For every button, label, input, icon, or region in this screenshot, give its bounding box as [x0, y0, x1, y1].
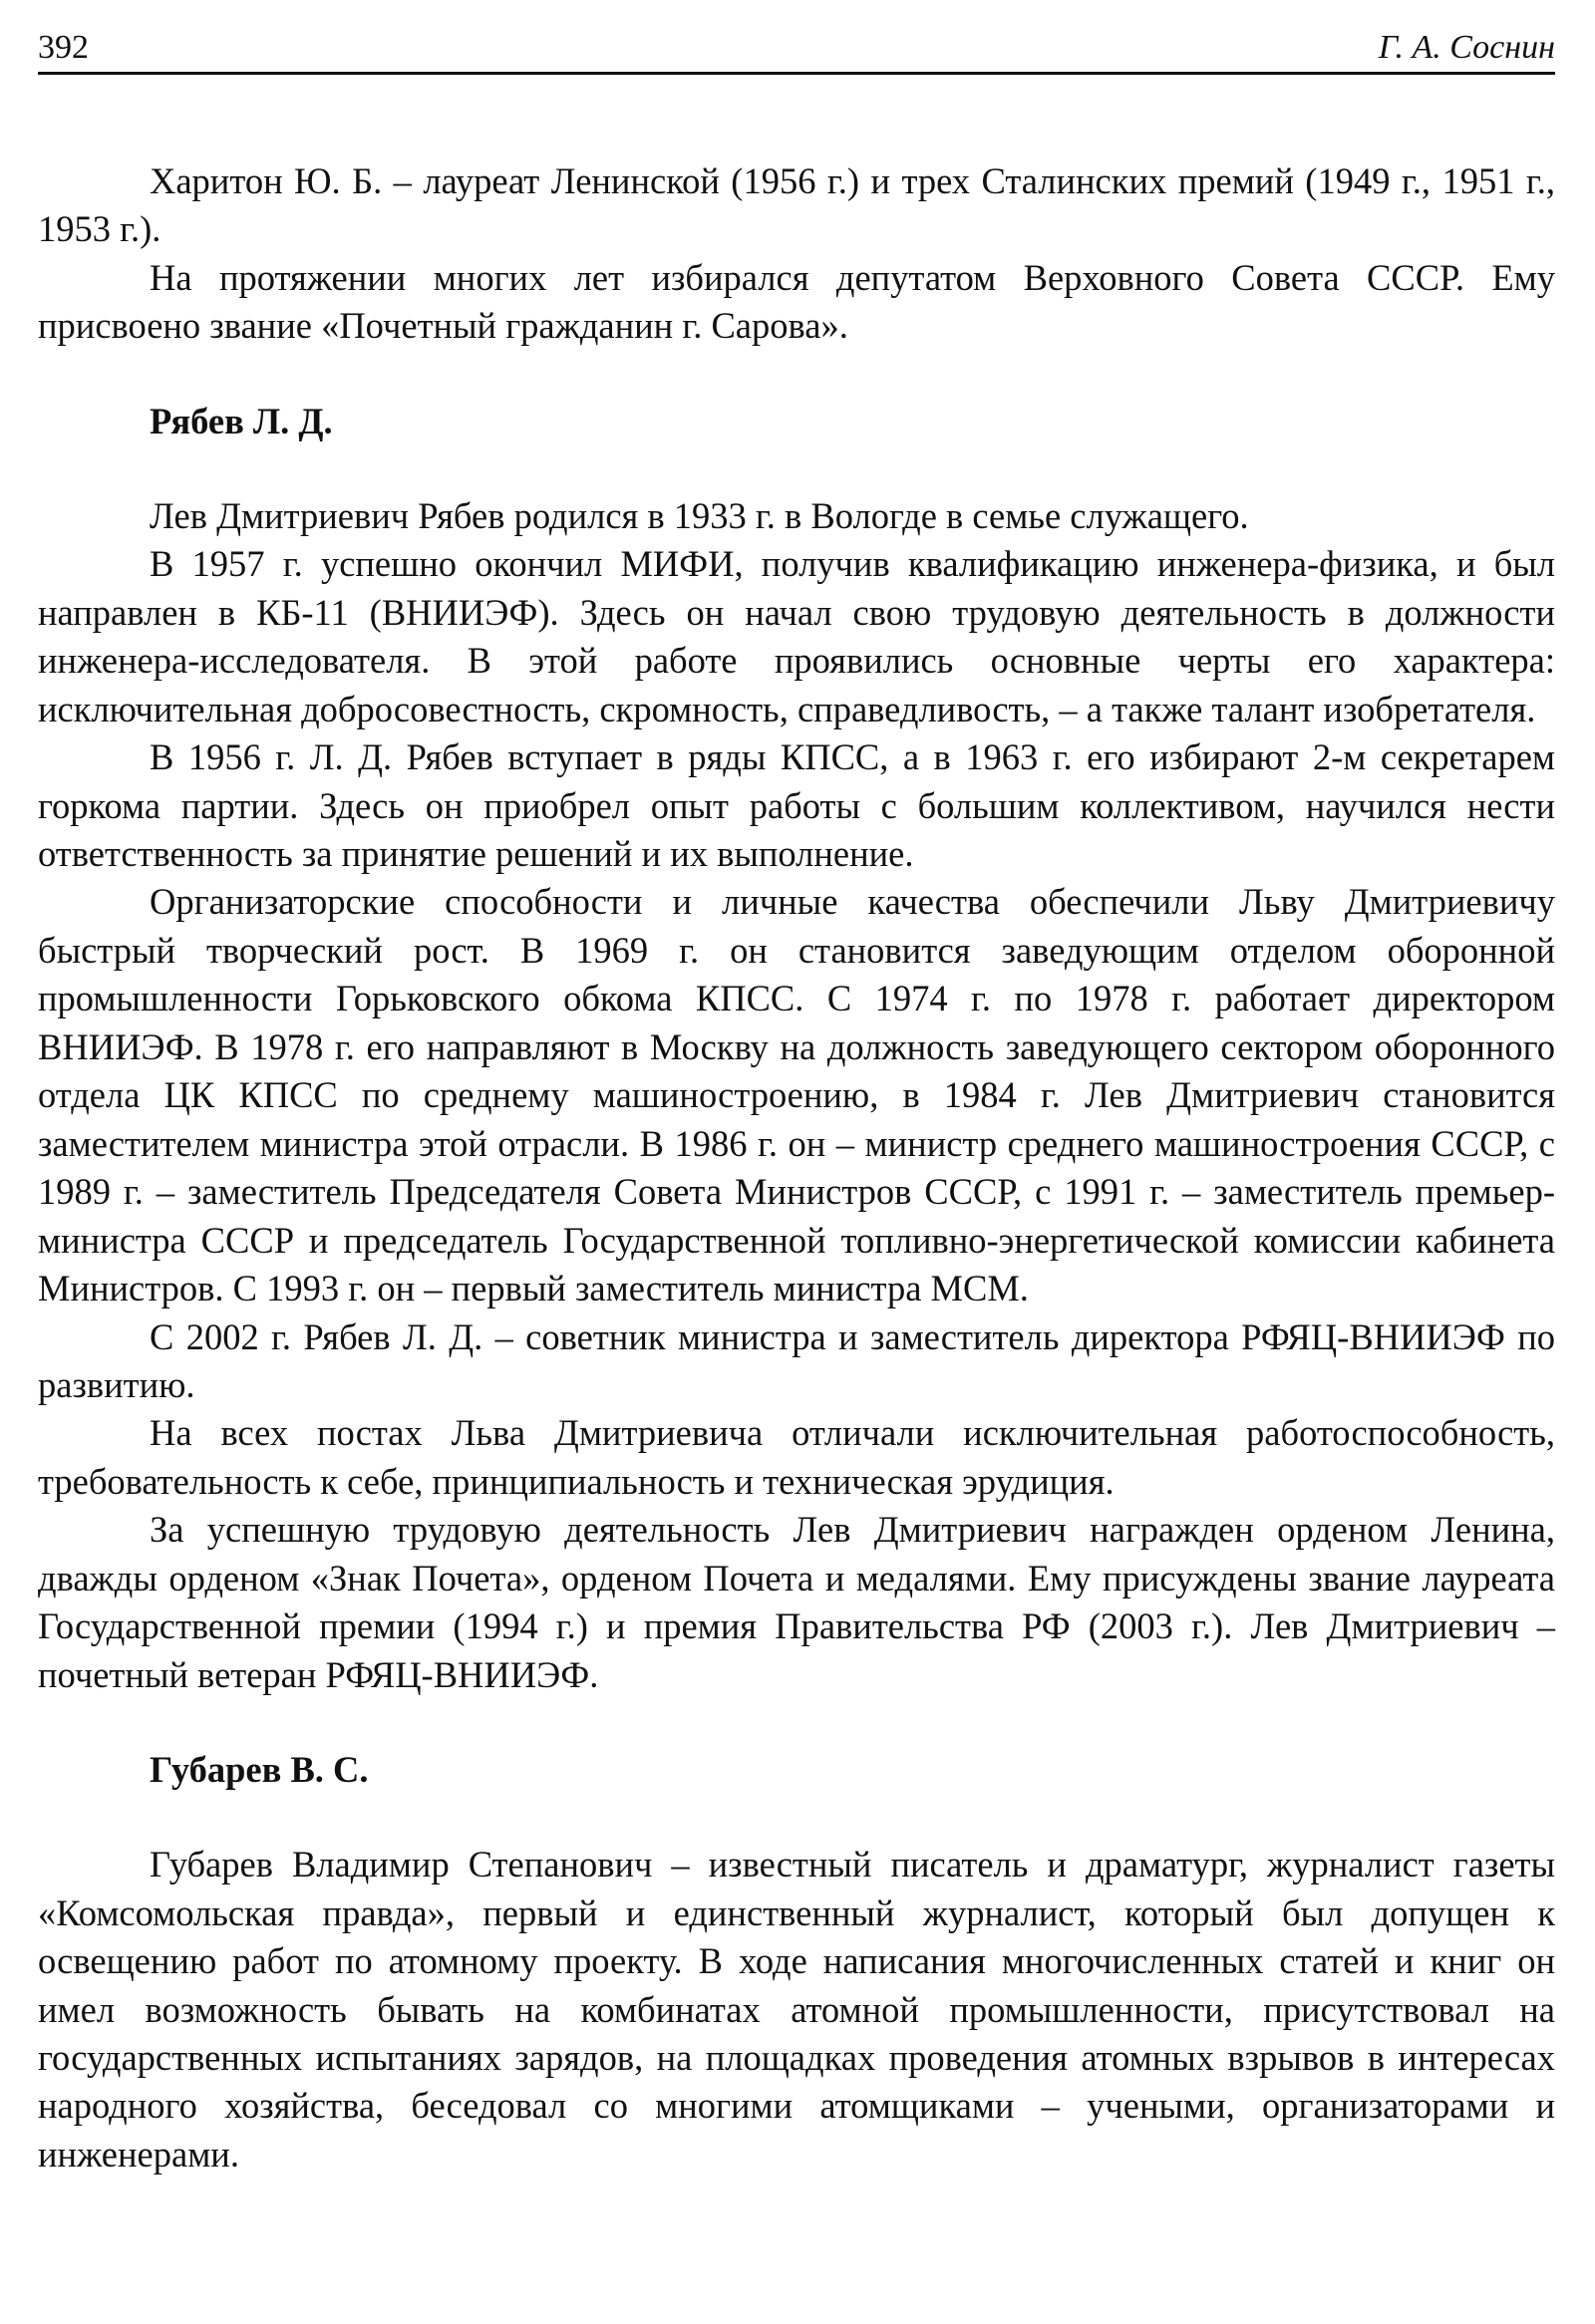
section-heading-gubarev: Губарев В. С.: [150, 1749, 369, 1791]
paragraph: Организаторские способности и личные качества обеспечили Льву Дмитриевичу быстрый творческий рост. В 1969 г. он становится заведующим отделом оборонной промышленности Горьковского обкома КПСС. С 1974 г. по 1978 г. работает директором ВНИИЭФ. В 1978 г. его направляют в Москву на должность заведующего сектором оборонного отдела ЦК КПСС по среднему машиностроению, в 1984 г. Лев Дмитриевич становится заместителем министра этой отрасли. В 1986 г. он – министр среднего машиностроения СССР, с 1989 г. – заместитель Председателя Совета Министров СССР, с 1991 г. – заместитель премьер-министра СССР и председатель Государственной топливно-энергетической комиссии кабинета Министров. С 1993 г. он – первый заместитель министра МСМ.: [38, 881, 1555, 1309]
section-heading-ryabev: Рябев Л. Д.: [150, 400, 333, 441]
paragraph: На всех постах Льва Дмитриевича отличали исключительная работоспособность, требовательность к себе, принципиальность и техническая эрудиция.: [38, 1412, 1555, 1502]
gubarev-section: [38, 1746, 1555, 2179]
page-header: [38, 22, 1555, 75]
paragraph: На протяжении многих лет избирался депутатом Верховного Совета СССР. Ему присвоено звание «Почетный гражданин г. Сарова».: [38, 256, 1555, 347]
paragraph: Лев Дмитриевич Рябев родился в 1933 г. в Вологде в семье служащего.: [150, 494, 1249, 536]
paragraph: Харитон Ю. Б. – лауреат Ленинской (1956 г.) и трех Сталинских премий (1949 г., 1951 г., 1953 г.).: [38, 160, 1555, 250]
page-body: [38, 75, 1555, 2179]
ryabev-section: [38, 398, 1555, 1699]
paragraph: За успешную трудовую деятельность Лев Дмитриевич награжден орденом Ленина, дважды орденом «Знак Почета», орденом Почета и медалями. Ему присуждены звание лауреата Государственной премии (1994 г.) и премия Правительства РФ (2003 г.). Лев Дмитриевич – почетный ветеран РФЯЦ-ВНИИЭФ.: [38, 1509, 1555, 1695]
paragraph: С 2002 г. Рябев Л. Д. – советник министра и заместитель директора РФЯЦ-ВНИИЭФ по развитию.: [38, 1315, 1555, 1405]
running-head-author: Г. А. Соснин: [1378, 29, 1555, 66]
paragraph: В 1956 г. Л. Д. Рябев вступает в ряды КПСС, а в 1963 г. его избирают 2-м секретарем горкома партии. Здесь он приобрел опыт работы с большим коллективом, научился нести ответственность за принятие решений и их выполнение.: [38, 736, 1555, 874]
paragraph: Губарев Владимир Степанович – известный писатель и драматург, журналист газеты «Комсомольская правда», первый и единственный журналист, который был допущен к освещению работ по атомному проекту. В ходе написания многочисленных статей и книг он имел возможность бывать на комбинатах атомной промышленности, присутствовал на государственных испытаниях зарядов, на площадках проведения атомных взрывов в интересах народного хозяйства, беседовал со многими атомщиками – учеными, организаторами и инженерами.: [38, 1844, 1555, 2175]
paragraph: В 1957 г. успешно окончил МИФИ, получив квалификацию инженера-физика, и был направлен в КБ-11 (ВНИИЭФ). Здесь он начал свою трудовую деятельность в должности инженера-исследователя. В этой работе проявились основные черты его характера: исключительная добросовестность, скромность, справедливость, – а также талант изобретателя.: [38, 543, 1555, 729]
book-page: [38, 22, 1555, 2179]
page-number: 392: [38, 29, 89, 66]
intro-section: [38, 157, 1555, 351]
